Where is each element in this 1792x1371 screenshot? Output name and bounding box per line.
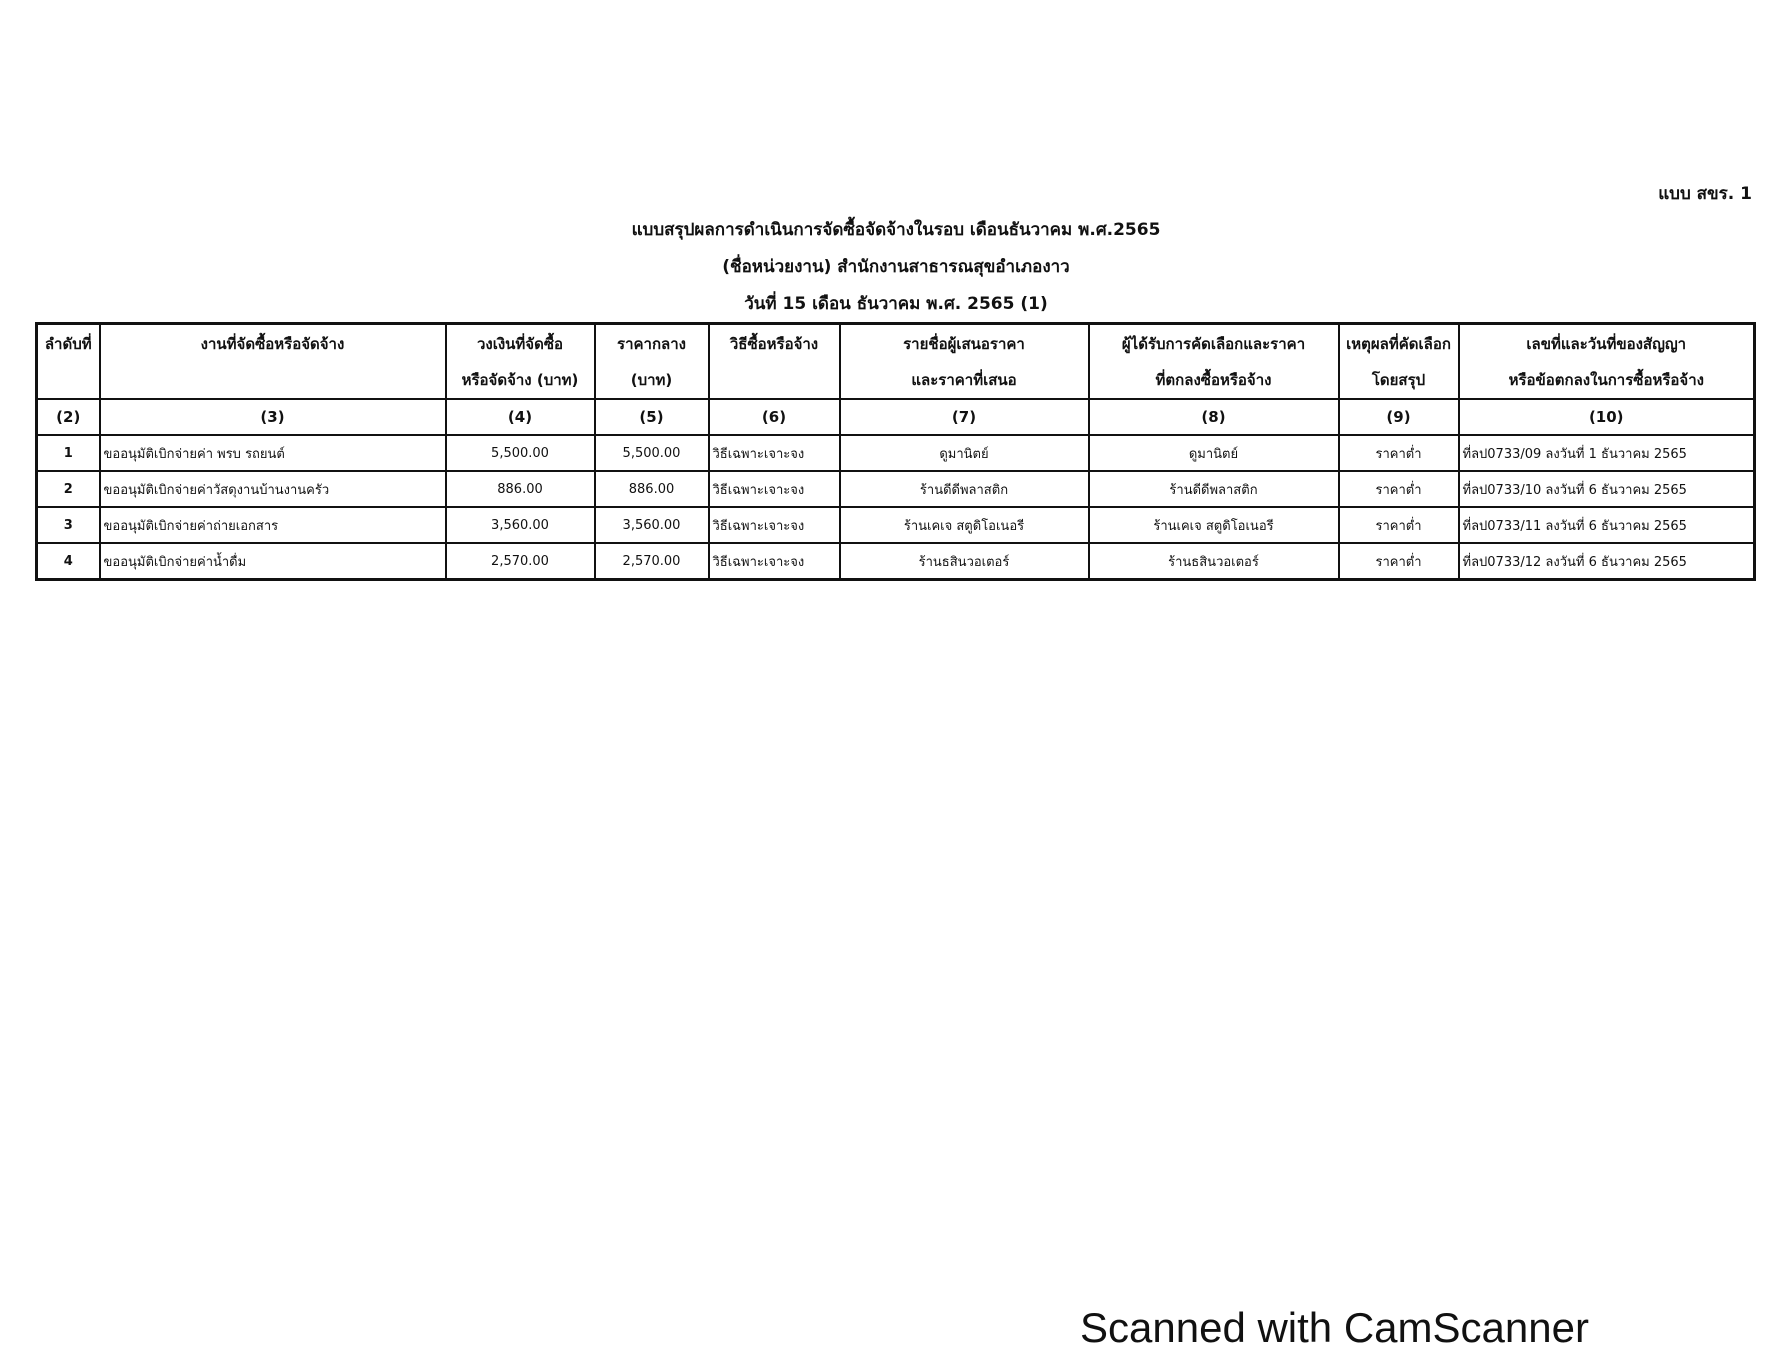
bidder-cell: ร้านดีดีพลาสติก [840,471,1089,507]
header-col-4-line2: (บาท) [630,371,673,389]
bidder-cell: ร้านเคเจ สตูดิโอเนอรี [840,507,1089,543]
median-price-cell: 5,500.00 [595,435,709,471]
column-number: (8) [1089,399,1339,435]
header-col-3-line1: วงเงินที่จัดซื้อ [476,335,564,353]
header-row [37,324,1755,400]
column-number-row [37,399,1755,435]
column-number: (4) [446,399,595,435]
header-col-5 [709,324,840,400]
item-cell: ขออนุมัติเบิกจ่ายค่าวัสดุงานบ้านงานครัว [100,471,446,507]
header-col-2 [100,324,446,400]
contract-cell: ที่ลป0733/10 ลงวันที่ 6 ธันวาคม 2565 [1459,471,1755,507]
header-col-9-line1: เลขที่และวันที่ของสัญญา [1526,335,1687,353]
header-col-8 [1339,324,1459,400]
table-row [37,543,1755,580]
header-col-9 [1459,324,1755,400]
column-number: (7) [840,399,1089,435]
median-price-cell: 3,560.00 [595,507,709,543]
column-number: (3) [100,399,446,435]
row-number: 3 [37,507,100,543]
budget-cell: 2,570.00 [446,543,595,580]
winner-cell: ดูมานิตย์ [1089,435,1339,471]
row-number: 2 [37,471,100,507]
header-col-6 [840,324,1089,400]
method-cell: วิธีเฉพาะเจาะจง [709,507,840,543]
header-col-9-line2: หรือข้อตกลงในการซื้อหรือจ้าง [1508,371,1704,389]
bidder-cell: ดูมานิตย์ [840,435,1089,471]
table-row [37,435,1755,471]
reason-cell: ราคาต่ำ [1339,435,1459,471]
median-price-cell: 2,570.00 [595,543,709,580]
budget-cell: 886.00 [446,471,595,507]
header-col-4-line1: ราคากลาง [617,335,686,353]
column-number: (6) [709,399,840,435]
document-title [0,212,1792,323]
item-cell: ขออนุมัติเบิกจ่ายค่า พรบ รถยนต์ [100,435,446,471]
table-row [37,471,1755,507]
winner-cell: ร้านดีดีพลาสติก [1089,471,1339,507]
winner-cell: ร้านธสินวอเตอร์ [1089,543,1339,580]
header-col-2-line1: งานที่จัดซื้อหรือจัดจ้าง [200,335,345,353]
row-number: 1 [37,435,100,471]
procurement-table [35,322,1756,581]
contract-cell: ที่ลป0733/12 ลงวันที่ 6 ธันวาคม 2565 [1459,543,1755,580]
method-cell: วิธีเฉพาะเจาะจง [709,471,840,507]
method-cell: วิธีเฉพาะเจาะจง [709,543,840,580]
method-cell: วิธีเฉพาะเจาะจง [709,435,840,471]
form-code: แบบ สขร. 1 [1658,184,1752,204]
header-col-7-line1: ผู้ได้รับการคัดเลือกและราคา [1121,335,1306,353]
header-col-7 [1089,324,1339,400]
reason-cell: ราคาต่ำ [1339,471,1459,507]
header-col-1 [37,324,100,400]
reason-cell: ราคาต่ำ [1339,507,1459,543]
title-line-1: แบบสรุปผลการดำเนินการจัดซื้อจัดจ้างในรอบ เดือนธันวาคม พ.ศ.2565 [631,220,1161,240]
bidder-cell: ร้านธสินวอเตอร์ [840,543,1089,580]
procurement-table-wrap [35,322,1753,581]
median-price-cell: 886.00 [595,471,709,507]
reason-cell: ราคาต่ำ [1339,543,1459,580]
header-col-8-line1: เหตุผลที่คัดเลือก [1346,335,1451,353]
budget-cell: 3,560.00 [446,507,595,543]
row-number: 4 [37,543,100,580]
budget-cell: 5,500.00 [446,435,595,471]
column-number: (5) [595,399,709,435]
header-col-3-line2: หรือจัดจ้าง (บาท) [461,371,579,389]
header-col-7-line2: ที่ตกลงซื้อหรือจ้าง [1155,371,1272,389]
item-cell: ขออนุมัติเบิกจ่ายค่าถ่ายเอกสาร [100,507,446,543]
table-row [37,507,1755,543]
column-number: (9) [1339,399,1459,435]
header-col-6-line2: และราคาที่เสนอ [911,371,1017,389]
winner-cell: ร้านเคเจ สตูดิโอเนอรี [1089,507,1339,543]
header-col-5-line1: วิธีซื้อหรือจ้าง [729,335,819,353]
contract-cell: ที่ลป0733/09 ลงวันที่ 1 ธันวาคม 2565 [1459,435,1755,471]
header-col-3 [446,324,595,400]
header-col-4 [595,324,709,400]
title-line-3: วันที่ 15 เดือน ธันวาคม พ.ศ. 2565 (1) [744,294,1048,314]
column-number: (2) [37,399,100,435]
header-col-1-line1: ลำดับที่ [44,335,92,353]
header-col-8-line2: โดยสรุป [1371,371,1426,389]
camscanner-watermark: Scanned with CamScanner [1080,1304,1589,1351]
item-cell: ขออนุมัติเบิกจ่ายค่าน้ำดื่ม [100,543,446,580]
column-number: (10) [1459,399,1755,435]
title-line-2: (ชื่อหน่วยงาน) สำนักงานสาธารณสุขอำเภองาว [722,257,1070,277]
contract-cell: ที่ลป0733/11 ลงวันที่ 6 ธันวาคม 2565 [1459,507,1755,543]
header-col-6-line1: รายชื่อผู้เสนอราคา [903,335,1025,353]
